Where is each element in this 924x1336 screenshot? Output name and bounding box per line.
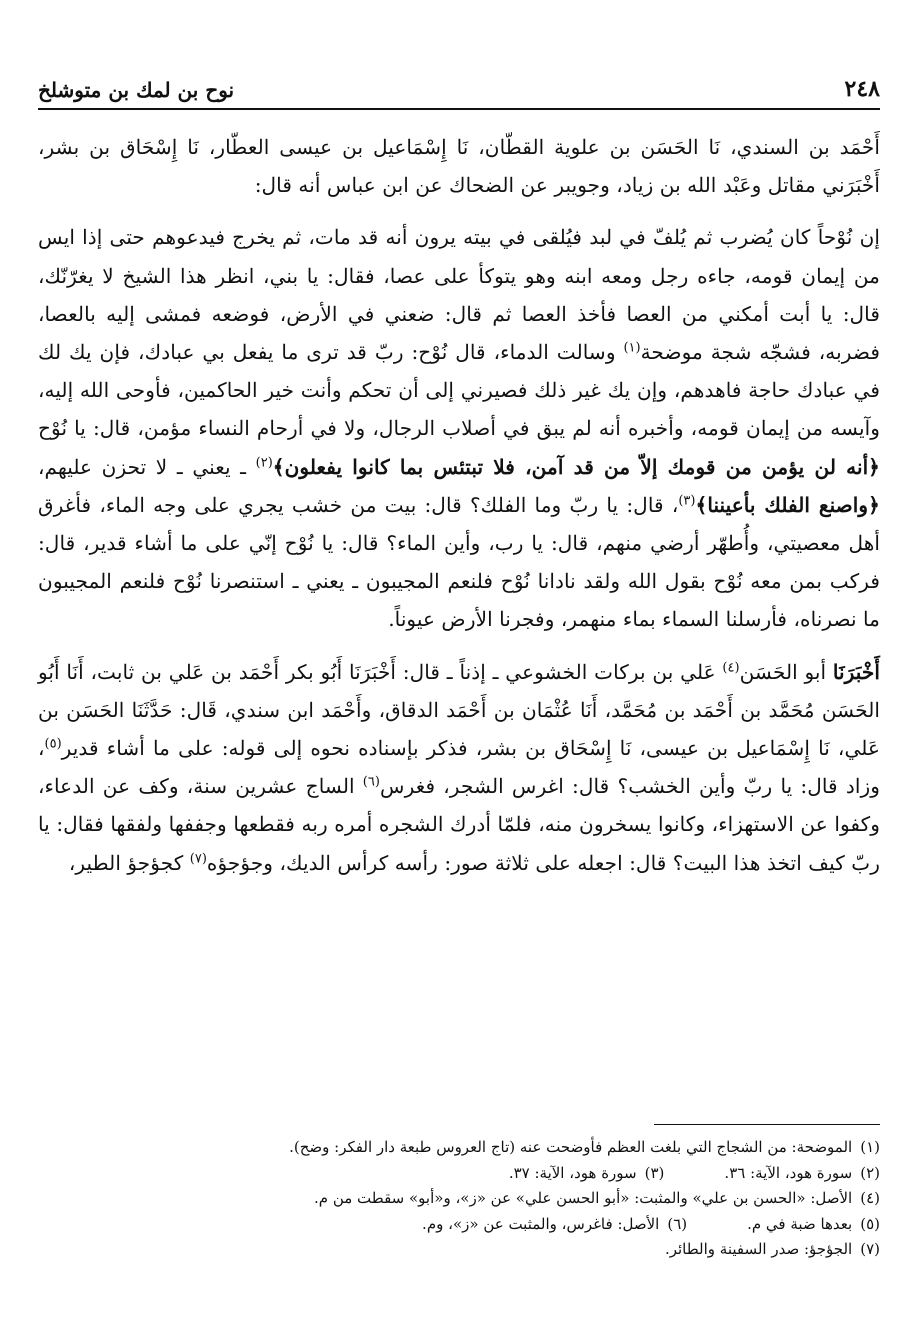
footnote-reference: (٢) xyxy=(255,454,273,470)
text-run: أبو الحَسَن xyxy=(739,659,833,684)
text-run: أَحْمَد بن السندي، نَا الحَسَن بن علوية القطّان، نَا إِسْمَاعيل بن عيسى العطّار، نَا إِسْحَاق بن بشر، أَخْبَرَني مقاتل وعَبْد الله بن زياد، وجويبر عن الضحاك عن ابن عباس أنه قال: xyxy=(38,135,880,198)
footnote-number: (٥) xyxy=(860,1214,880,1233)
text-run: ، قال: يا ربّ وما الفلك؟ قال: بيت من خشب يجري على وجه الماء، فأغرق أهل معصيتي، وأُطهّر أرضي منهم، قال: يا رب، وأين الماء؟ قال: يا نُوْح إنّي على ما أشاء قدير، قال: فركب بمن معه نُوْح بقول الله ولقد نادانا نُوْح فلنعم المجيبون ـ يعني ـ استنصرنا نُوْح فلنعم المجيبون ما نصرناه، فأرسلنا السماء بماء منهمر، وفجرنا الأرض عيوناً. xyxy=(38,492,880,632)
footnote-text: سورة هود، الآية: ٣٧. xyxy=(508,1163,637,1182)
footnote-number: (٣) xyxy=(644,1163,665,1182)
footnote-text: الأصل: فاغرس، والمثبت عن «ز»، وم. xyxy=(422,1214,660,1233)
footnote-item xyxy=(747,1212,880,1238)
running-title: نوح بن لمك بن متوشلخ xyxy=(38,78,235,102)
text-run: إن نُوْحاً كان يُضرب ثم يُلفّ في لبد فيُلقى في بيته يرون أنه قد مات، ثم يخرج فيدعوهم حتى إذا ايس من إيمان قومه، جاءه رجل ومعه ابنه وهو يتوكأ على عصا، فقال: يا بني، انظر هذا الشيخ لا يغرّنّك، قال: يا أبت أمكني من العصا فأخذ العصا ثم قال: ضعني في الأرض، فوضعه فمشى إليه بالعصا، فضربه، فشجّه شجة موضحة xyxy=(38,225,881,365)
footnote-item xyxy=(665,1237,880,1263)
footnote-reference: (٥) xyxy=(44,736,62,752)
page-number: ٢٤٨ xyxy=(844,76,880,102)
text-run: عَلي بن بركات الخشوعي ـ إذناً ـ قال: أَخْبَرَنَا أَبُو بكر أَحْمَد بن عَلي بن ثابت، أَنَا أَبُو الحَسَن مُحَمَّد بن أَحْمَد بن مُحَمَّد، أَنَا عُثْمَان بن أَحْمَد الدقاق، وأَحْمَد ابن سندي، قَال: حَدَّثَنَا الحَسَن بن عَلي، نَا إِسْمَاعيل بن عيسى، نَا إِسْحَاق بن بشر، فذكر بإسناده نحوه إلى قوله: على ما أشاء قدير xyxy=(38,659,880,761)
paragraph-story xyxy=(38,218,880,638)
footnote-text: الأصل: «الحسن بن علي» والمثبت: «أبو الحسن علي» عن «ز»، و«أبو» سقطت من م. xyxy=(314,1189,853,1207)
footnote-reference: (٦) xyxy=(362,774,380,790)
footnote-reference: (٤) xyxy=(722,659,740,675)
footnote-number: (٦) xyxy=(667,1214,688,1233)
footnote-number: (٢) xyxy=(860,1163,880,1182)
footnote-line xyxy=(38,1161,880,1187)
footnote-text: الموضحة: من الشجاج التي بلغت العظم فأوضحت عنه (تاج العروس طبعة دار الفكر: وضح). xyxy=(289,1138,853,1156)
page-header xyxy=(38,62,880,110)
footnote-item xyxy=(314,1186,880,1212)
footnote-separator xyxy=(654,1124,880,1125)
text-run: كجؤجؤ الطير، xyxy=(68,850,190,875)
text-run: وسالت الدماء، قال نُوْح: ربّ قد ترى ما يفعل بي عبادك، فإن يك لك في عبادك حاجة فاهدهم، وإن يك غير ذلك فصيرني إلى أن تحكم وأنت خير الحاكمين، فأوحى الله إليه، وآيسه من إيمان قومه، وأخبره أنه لم يبق في أصلاب الرجال، ولا في أرحام النساء مؤمن، قال: يا نُوْح xyxy=(38,340,880,441)
footnote-line xyxy=(38,1237,880,1263)
footnotes xyxy=(38,1124,880,1263)
footnote-item xyxy=(422,1212,687,1238)
footnote-line xyxy=(38,1135,880,1161)
footnote-reference: (١) xyxy=(623,340,641,356)
footnote-number: (٧) xyxy=(860,1240,880,1258)
footnote-text: الجؤجؤ: صدر السفينة والطائر. xyxy=(664,1240,853,1258)
bold-keyword: أَخْبَرَنَا xyxy=(832,659,880,684)
footnote-text: بعدها ضبة في م. xyxy=(747,1214,853,1233)
main-text xyxy=(38,128,880,882)
quran-quote: ﴿واصنع الفلك بأعيننا﴾ xyxy=(695,492,880,517)
paragraph-second-isnad xyxy=(38,653,880,882)
text-run: ، وزاد قال: يا ربّ وأين الخشب؟ قال: اغرس الشجر، فغرس xyxy=(38,736,880,799)
footnote-number: (١) xyxy=(860,1138,880,1156)
footnote-reference: (٣) xyxy=(678,493,696,509)
text-run: ـ يعني ـ لا تحزن عليهم، xyxy=(38,454,256,479)
footnote-text: سورة هود، الآية: ٣٦. xyxy=(724,1163,853,1182)
footnote-item xyxy=(509,1161,665,1187)
footnote-line xyxy=(38,1212,880,1238)
footnote-list xyxy=(38,1135,880,1263)
footnote-item xyxy=(289,1135,880,1161)
footnote-reference: (٧) xyxy=(189,850,207,866)
footnote-line xyxy=(38,1186,880,1212)
paragraph-isnad xyxy=(38,128,880,204)
quran-quote: ﴿أنه لن يؤمن من قومك إلاّ من قد آمن، فلا تبتئس بما كانوا يفعلون﴾ xyxy=(272,454,881,479)
footnote-item xyxy=(724,1161,880,1187)
text-run: الساج عشرين سنة، وكف عن الدعاء، وكفوا عن الاستهزاء، وكانوا يسخرون منه، فلمّا أدرك الشجره أمره ربه فقطعها وجففها ولفقها فقال: يا ربّ كيف اتخذ هذا البيت؟ قال: اجعله على ثلاثة صور: رأسه كرأس الديك، وجؤجؤه xyxy=(38,774,880,875)
footnote-number: (٤) xyxy=(860,1189,880,1207)
